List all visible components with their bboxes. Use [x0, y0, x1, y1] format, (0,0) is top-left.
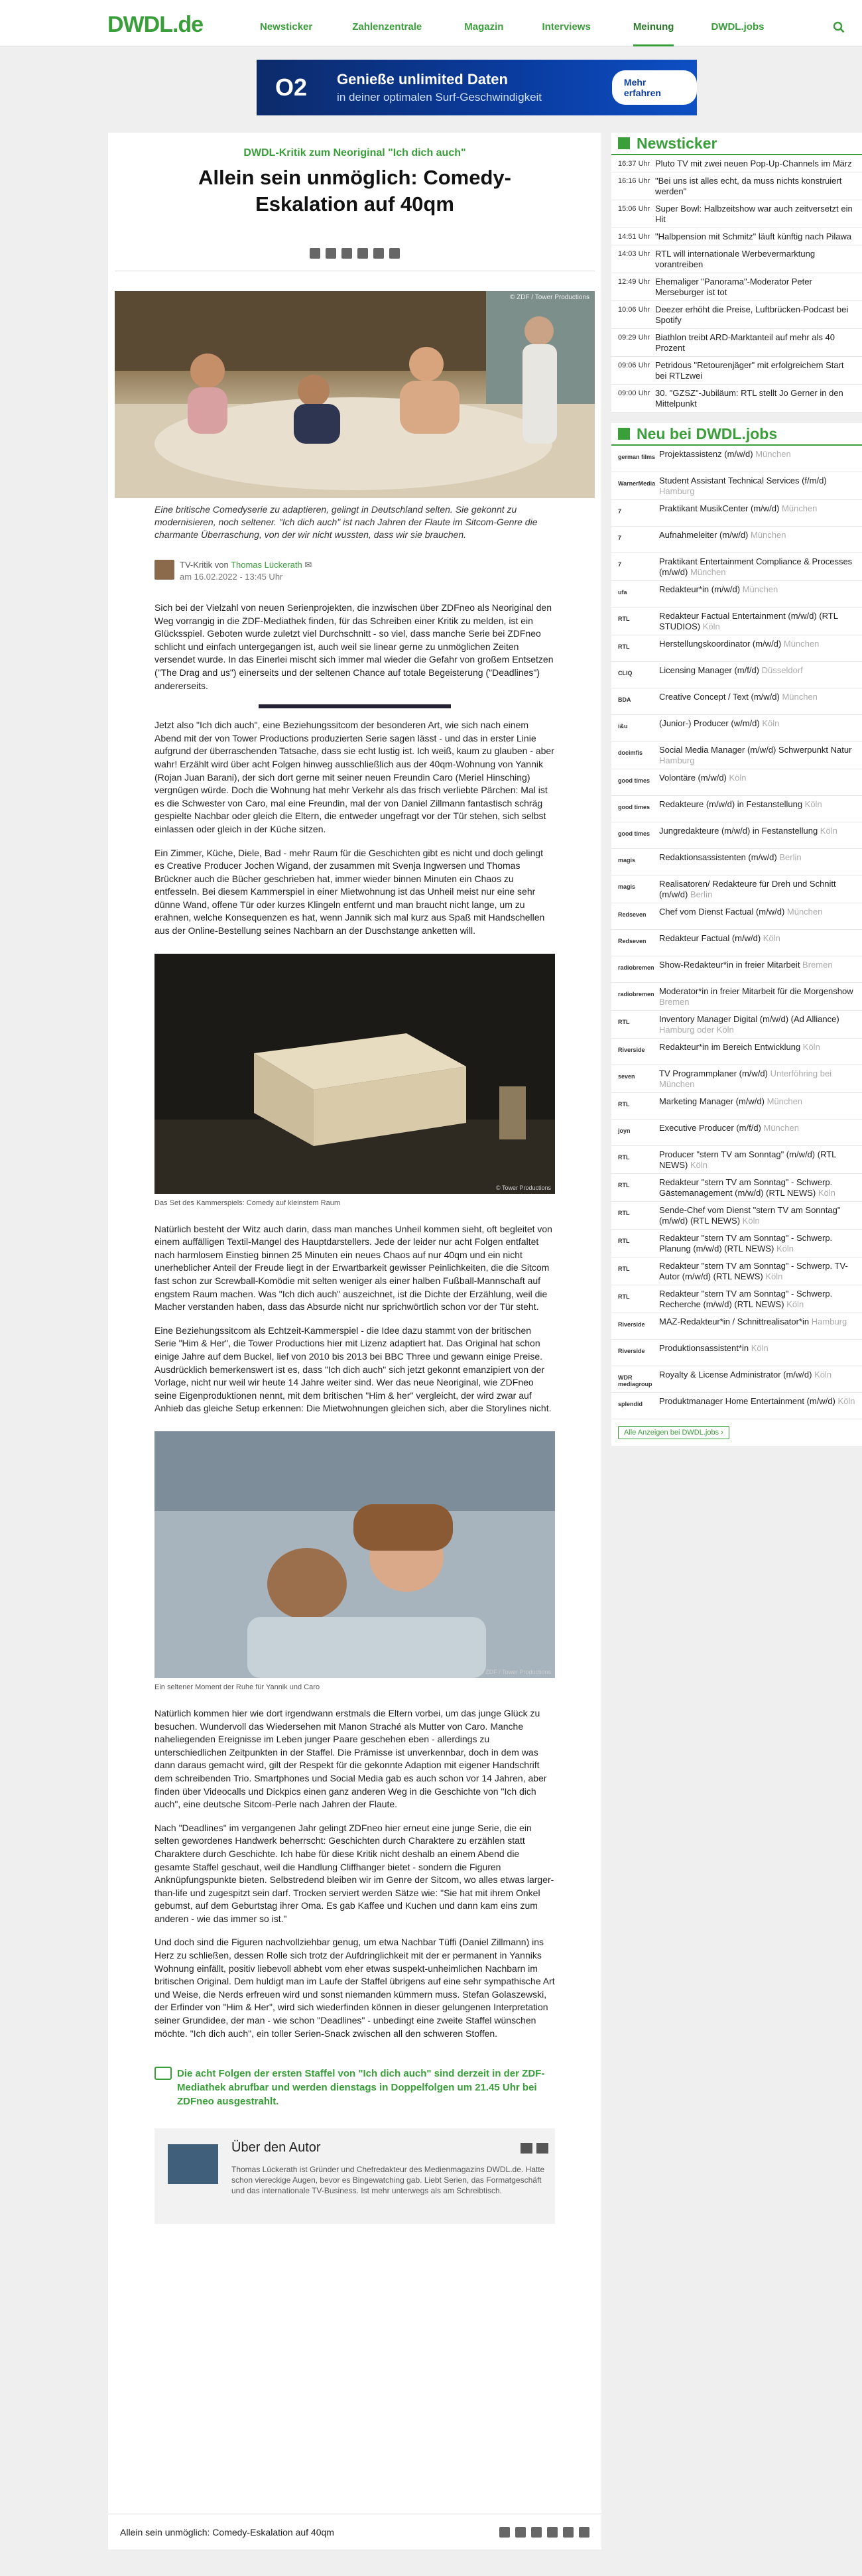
job-location: München [690, 567, 726, 577]
job-item[interactable] [611, 741, 862, 769]
job-location: Köln [818, 1188, 835, 1198]
employer-logo: magis [618, 857, 636, 864]
job-location: Bremen [802, 960, 833, 970]
job-title[interactable]: Aufnahmeleiter (m/w/d) München [659, 530, 786, 540]
newsticker-headline[interactable]: Deezer erhöht die Preise, Luftbrücken-Podcast bei Spotify [655, 304, 849, 325]
employer-logo: good times [618, 804, 650, 810]
employer-logo: splendid [618, 1401, 643, 1407]
job-location: Köln [804, 799, 822, 809]
job-location: München [742, 584, 778, 594]
jobs-icon [618, 428, 630, 440]
employer-logo: RTL [618, 615, 630, 622]
job-title[interactable]: Praktikant MusikCenter (m/w/d) München [659, 503, 818, 513]
employer-logo: seven [618, 1073, 635, 1080]
paragraph: Eine Beziehungssitcom als Echtzeit-Kammerspiel - die Idee dazu stammt von der britischen Serie "Him & Her", die Tower Productions hier mit Lizenz adaptiert hat. Das Original hat schon einige Jahre auf dem Buckel, lief von 2010 bis 2013 bei BBC Three und gewann einige Preise. Ausdrücklich bemerkenswert ist es, dass "Ich dich auch" sich jetzt gekonnt emanzipiert von der Vorlage, nicht nur weil wir heute 14 Jahre weiter sind. Wer das neue Neoriginal, wie ZDFneo seine Eigenproduktionen nennt, mit dem britischen "Him & her" vergleicht, der wird zwar auf Anhieb das gleiche Setup erkennen: Die Mietwohnungen gleichen sich, aber die Storylines nicht. [154, 1324, 552, 1414]
newsticker-headline[interactable]: Pluto TV mit zwei neuen Pop-Up-Channels im März [655, 159, 852, 168]
job-item[interactable] [611, 1340, 862, 1366]
newsticker-headline[interactable]: "Halbpension mit Schmitz" läuft künftig nach Pilawa [655, 231, 852, 241]
job-item[interactable] [611, 983, 862, 1011]
employer-logo: RTL [618, 1182, 630, 1189]
newsticker-item[interactable] [611, 200, 862, 228]
all-jobs-button[interactable]: Alle Anzeigen bei DWDL.jobs › [618, 1426, 729, 1439]
facebook-icon[interactable] [310, 248, 320, 259]
employer-logo: Riverside [618, 1047, 645, 1053]
employer-logo: RTL [618, 1210, 630, 1216]
job-location: Berlin [779, 852, 802, 862]
fig2-caption: Ein seltener Moment der Ruhe für Yannik und Caro [154, 1683, 320, 1691]
author-avatar [154, 560, 174, 580]
job-location: München [783, 639, 820, 649]
fig1-caption: Das Set des Kammerspiels: Comedy auf kleinstem Raum [154, 1198, 340, 1207]
job-title[interactable]: Creative Concept / Text (m/w/d) München [659, 692, 818, 702]
job-location: Köln [802, 1042, 820, 1052]
newsticker-headline[interactable]: Petridous "Retourenjäger" mit erfolgreichem Start bei RTLzwei [655, 360, 844, 381]
article-headline: Allein sein unmöglich: Comedy-Eskalation auf 40qm [198, 166, 511, 216]
article-column [108, 133, 601, 2549]
newsticker-time: 14:03 Uhr [618, 250, 650, 258]
broadcast-info-text: Die acht Folgen der ersten Staffel von "Ich dich auch" sind derzeit in der ZDF-Mediathek abrufbar und werden dienstags in Doppelfolgen um 21.45 Uhr bei ZDFneo ausgestrahlt. [177, 2068, 545, 2108]
job-title[interactable]: Inventory Manager Digital (m/w/d) (Ad Alliance) Hamburg oder Köln [659, 1014, 839, 1035]
employer-logo: radiobremen [618, 991, 654, 998]
jobs-title: Neu bei DWDL.jobs [637, 424, 778, 442]
newsticker-time: 15:06 Uhr [618, 205, 650, 213]
telegram-icon[interactable] [563, 2527, 574, 2538]
set-photo [154, 954, 555, 1194]
job-item[interactable] [611, 500, 862, 527]
newsticker-headline[interactable]: Super Bowl: Halbzeitshow war auch zeitversetzt ein Hit [655, 204, 853, 224]
employer-logo: good times [618, 777, 650, 784]
job-location: Berlin [690, 889, 713, 899]
author-box [154, 2128, 555, 2224]
job-item[interactable] [611, 1393, 862, 1419]
job-title[interactable]: Show-Redakteur*in in freier Mitarbeit Bremen [659, 960, 833, 970]
job-title[interactable]: Produktmanager Home Entertainment (m/w/d) Köln [659, 1396, 855, 1406]
telegram-icon[interactable] [373, 248, 384, 259]
job-location: Köln [751, 1343, 769, 1353]
hero-image [115, 291, 595, 498]
paragraph: Ein Zimmer, Küche, Diele, Bad - mehr Raum für die Geschichten gibt es nicht und doch gelingt es Creative Producer Jochen Wigand, der zusammen mit Svenja Ingwersen und Thomas Brückner auch die Bücher geschrieben hat, immer wieder binnen Minuten ein Chaos zu entfesseln. Bei diesem Kammerspiel in einer Mietwohnung ist das Unheil meist nur eine sehr dünne Wand, offene Tür oder kurzes Klingeln entfernt und man braucht nicht lange, um zu erahnen, welche Konsequenzen es hat, wenn Jannik sich mal kurz aus Spaß mit Handschellen aus der Online-Bestellung seines Nachbarn an der Duschstange anketten will. [154, 847, 545, 936]
ad-subline: in deiner optimalen Surf-Geschwindigkeit [337, 91, 542, 103]
newsticker-panel [611, 133, 862, 413]
ad-text [337, 71, 585, 104]
newsticker-time: 16:37 Uhr [618, 160, 650, 168]
employer-logo: BDA [618, 696, 631, 703]
job-item[interactable] [611, 472, 862, 500]
article-lead: Eine britische Comedyserie zu adaptieren, gelingt in Deutschland selten. Sie gekonnt zu modernisieren, noch seltener. "Ich dich auch" ist nach Jahren der Flaute im Sitcom-Genre die charmante Überraschung, von der wir nicht wussten, dass wir sie brauchen. [154, 504, 538, 540]
employer-logo: CLIQ [618, 670, 633, 676]
fig1-credit: © Tower Productions [495, 1184, 551, 1191]
job-item[interactable] [611, 1257, 862, 1285]
search-icon[interactable] [833, 21, 845, 33]
job-item[interactable] [611, 822, 862, 849]
newsticker-item[interactable] [611, 273, 862, 301]
job-title[interactable]: Redaktionsassistenten (m/w/d) Berlin [659, 852, 802, 862]
email-icon[interactable] [357, 248, 368, 259]
job-title[interactable]: (Junior-) Producer (w/m/d) Köln [659, 718, 780, 728]
broadcast-info [154, 2067, 555, 2108]
byline-prefix: TV-Kritik von [180, 560, 229, 570]
print-icon[interactable] [389, 248, 400, 259]
set-illustration [154, 954, 555, 1194]
job-item[interactable] [611, 903, 862, 930]
job-location: Köln [786, 1299, 804, 1309]
author-link[interactable]: Thomas Lückerath [231, 560, 302, 570]
job-location: Bremen [659, 997, 690, 1007]
job-location: Düsseldorf [761, 665, 803, 675]
employer-logo: RTL [618, 1238, 630, 1244]
newsticker-headline[interactable]: RTL will internationale Werbevermarktung vorantreiben [655, 249, 816, 269]
article-body [154, 1223, 555, 1415]
job-location: Unterföhring bei München [659, 1068, 832, 1089]
newsticker-time: 09:00 Uhr [618, 389, 650, 397]
author-mail-icon[interactable] [521, 2143, 532, 2154]
inline-ad[interactable] [259, 704, 451, 708]
ad-cta-button[interactable]: Mehr erfahren [612, 70, 697, 105]
job-item[interactable] [611, 1011, 862, 1039]
site-logo[interactable]: DWDL.de [107, 12, 204, 37]
job-item[interactable] [611, 1146, 862, 1174]
employer-logo: Riverside [618, 1321, 645, 1328]
job-title[interactable]: Redakteur "stern TV am Sonntag" - Schwerp. Planung (m/w/d) (RTL NEWS) Köln [659, 1233, 833, 1254]
job-location: Köln [837, 1396, 855, 1406]
job-title[interactable]: Realisatoren/ Redakteure für Dreh und Schnitt (m/w/d) Berlin [659, 879, 836, 899]
o2-logo: O2 [275, 74, 308, 101]
paragraph: Jetzt also "Ich dich auch", eine Beziehungssitcom der besonderen Art, wie sich nach einem Abend mit der von Tower Productions produzierten Serie sagen lässt - und das in erster Linie aufgrund der überraschenden Tatsache, dass sie echt lustig ist. Ich weiß, kaum zu glauben - aber wahr! Erzählt wird über acht Folgen hinweg ausschließlich aus der 40qm-Wohnung von Yannik (Rojan Juan Barani), der sich dort gerne mit seiner neuen Freundin Caro (Meriel Hinsching) vergnügen würde. Doch die Wohnung hat mehr Verkehr als das frisch verliebte Pärchen: Mal ist es die Schwester von Caro, mal eine Freundin, mal der von Daniel Zillmann fantastisch schräg gespielte Nachbar oder gleich die Eltern, die entweder ungefragt vor der Tür stehen, sich selbst einlassen oder gleich in der Küche sitzen. [154, 720, 554, 834]
tv-icon [154, 2067, 172, 2080]
job-title[interactable]: Redakteur Factual Entertainment (m/w/d) (RTL STUDIOS) Köln [659, 611, 838, 631]
footer-article-title: Allein sein unmöglich: Comedy-Eskalation auf 40qm [120, 2526, 334, 2538]
job-item[interactable] [611, 581, 862, 608]
linkedin-icon[interactable] [531, 2527, 542, 2538]
job-location: Köln [763, 933, 780, 943]
job-item[interactable] [611, 796, 862, 822]
job-item[interactable] [611, 635, 862, 662]
job-title[interactable]: Projektassistenz (m/w/d) München [659, 449, 791, 459]
job-title[interactable]: Executive Producer (m/f/d) München [659, 1123, 799, 1133]
job-item[interactable] [611, 446, 862, 472]
share-bar-bottom [499, 2527, 589, 2538]
author-twitter-icon[interactable] [536, 2143, 548, 2154]
job-title[interactable]: Sende-Chef vom Dienst "stern TV am Sonntag" (m/w/d) (RTL NEWS) Köln [659, 1205, 841, 1226]
job-location: Hamburg [811, 1317, 847, 1326]
job-item[interactable] [611, 1366, 862, 1393]
author-photo [168, 2144, 218, 2184]
nav-magazin[interactable]: Magazin [464, 21, 504, 32]
twitter-icon[interactable] [515, 2527, 526, 2538]
job-title[interactable]: Praktikant Entertainment Compliance & Processes (m/w/d) München [659, 556, 853, 577]
newsticker-item[interactable] [611, 301, 862, 329]
nav-interviews[interactable]: Interviews [542, 21, 591, 32]
job-title[interactable]: Herstellungskoordinator (m/w/d) München [659, 639, 820, 649]
job-title[interactable]: Redakteur "stern TV am Sonntag" - Schwerp. Gästemanagement (m/w/d) (RTL NEWS) Köln [659, 1177, 835, 1198]
job-location: Köln [776, 1244, 794, 1254]
job-location: Köln [690, 1160, 708, 1170]
job-title[interactable]: Redakteur "stern TV am Sonntag" - Schwerp. TV-Autor (m/w/d) (RTL NEWS) Köln [659, 1261, 848, 1281]
email-icon[interactable] [547, 2527, 558, 2538]
paragraph: Natürlich besteht der Witz auch darin, dass man manches Unheil kommen sieht, oft begleitet von einem auffälligen Textil-Mangel des Hauptdarstellers. Jede der leider nur acht Folgen entfaltet nach harmlosem Einstieg binnen 25 Minuten ein neues Chaos auf nur 40qm und ein nicht unerheblicher Anteil der Freude liegt in der Erwartbarkeit gewisser Peinlichkeiten, die die Sitcom fast schon zur Screwball-Komödie mit selten weniger als einer halben Fußball-Mannschaft auf engstem Raum machen. Was "Ich dich auch" auszeichnet, ist die Dichte der Erzählung, weil die Macher verstanden haben, dass das Absurde nicht nur sprichwörtlich schon vor der Tür steht. [154, 1223, 552, 1313]
job-item[interactable] [611, 849, 862, 875]
author-box-title: Über den Autor [231, 2140, 321, 2156]
employer-logo: good times [618, 830, 650, 837]
job-location: Hamburg [659, 755, 695, 765]
job-item[interactable] [611, 1202, 862, 1230]
job-location: Köln [702, 621, 720, 631]
employer-logo: magis [618, 883, 636, 890]
job-title[interactable]: Redakteur "stern TV am Sonntag" - Schwerp. Recherche (m/w/d) (RTL NEWS) Köln [659, 1289, 833, 1309]
newsticker-time: 09:29 Uhr [618, 334, 650, 342]
job-item[interactable] [611, 553, 862, 581]
job-location: Köln [729, 773, 747, 783]
job-item[interactable] [611, 662, 862, 688]
employer-logo: i&u [618, 723, 628, 730]
byline [154, 560, 555, 582]
job-item[interactable] [611, 1313, 862, 1340]
article-footer-bar [108, 2514, 601, 2549]
article-date: am 16.02.2022 - 13:45 Uhr [180, 572, 283, 582]
job-item[interactable] [611, 1120, 862, 1146]
employer-logo: 7 [618, 508, 622, 515]
job-title[interactable]: Chef vom Dienst Factual (m/w/d) München [659, 907, 823, 917]
main-nav [260, 16, 764, 46]
newsticker-headline[interactable]: 30. "GZSZ"-Jubiläum: RTL stellt Jo Gerner in den Mittelpunkt [655, 388, 843, 409]
article-body [154, 602, 555, 938]
employer-logo: WDR mediagroup [618, 1374, 652, 1387]
job-item[interactable] [611, 688, 862, 715]
job-location: Hamburg [659, 486, 695, 496]
hero-credit: © ZDF / Tower Productions [510, 294, 589, 301]
bed-illustration [154, 1431, 555, 1678]
ad-headline: Genieße unlimited Daten [337, 71, 508, 88]
employer-logo: joyn [618, 1127, 631, 1134]
nav-meinung[interactable]: Meinung [633, 16, 674, 46]
newsticker-item[interactable] [611, 155, 862, 172]
article-body [154, 1707, 555, 2040]
paragraph: Nach "Deadlines" im vergangenen Jahr gelingt ZDFneo hier erneut eine junge Serie, die ein selten gewordenes Handwerk beherrscht: Geschichten durch Charaktere zu erzählen statt Charaktere durch Geschichte. Ich habe für diese Kritik nicht deshalb an einem Abend die gesamte Staffel geschaut, weil die Handlung Cliffhanger bietet - sondern die Figuren Anknüpfungspunkte bieten. Selbstredend bleiben wir im Genre der Sitcom, wo alles etwas larger-than-life und zugespitzt sein darf. Trocken serviert werden Sätze wie: "Sie hat mit ihrem Onkel gebumst, auf dem Geburtstag ihrer Oma. Es gab Kaffee und Kuchen und dann kam eins zum anderen - wie das immer so ist." [154, 1822, 554, 1924]
newsticker-item[interactable] [611, 228, 862, 245]
newsticker-headline[interactable]: Ehemaliger "Panorama"-Moderator Peter Merseburger ist tot [655, 277, 812, 297]
job-title[interactable]: Redakteur*in im Bereich Entwicklung Köln [659, 1042, 820, 1052]
employer-logo: ufa [618, 589, 627, 596]
facebook-icon[interactable] [499, 2527, 510, 2538]
job-location: München [782, 692, 818, 702]
newsticker-item[interactable] [611, 245, 862, 273]
newsticker-icon [618, 137, 630, 149]
share-bar-top [108, 248, 601, 260]
article-kicker: DWDL-Kritik zum Neoriginal "Ich dich auch" [243, 147, 466, 159]
job-location: München [781, 503, 818, 513]
mail-icon[interactable]: ✉ [304, 560, 312, 570]
job-item[interactable] [611, 608, 862, 635]
fig2-credit: © ZDF / Tower Productions [479, 1668, 551, 1675]
newsticker-time: 10:06 Uhr [618, 306, 650, 314]
job-item[interactable] [611, 769, 862, 796]
job-item[interactable] [611, 956, 862, 983]
employer-logo: RTL [618, 643, 630, 650]
job-location: Köln [762, 718, 780, 728]
employer-logo: 7 [618, 561, 622, 568]
employer-logo: Redseven [618, 911, 646, 918]
figure-bed [154, 1431, 555, 1691]
paragraph: Und doch sind die Figuren nachvollziehbar genug, um etwa Nachbar Tüffi (Daniel Zillmann) ins Herz zu schließen, dessen Rolle sich trotz der Aufdringlichkeit mit der er permanent in Yanniks Wohnung einfällt, positiv liebevoll abhebt vom eher etwas suspekt-unheimlichen Nachbarn im britischen Original. Dem huldigt man im Laufe der Staffel übrigens auf eine sehr sympathische Art und Weise, die Nerds erfreuen wird und sonst niemanden kümmern muss. Stefan Golaszewski, der Erfinder von "Him & Her", wird sich wiederfinden können in dieser gelungenen Interpretation seiner Grundidee, der man - wie schon "Deadlines" - unbedingt eine zweite Staffel wünschen möchte. "Ich dich auch", ein toller Serien-Snack zwischen all den schweren Stoffen. [154, 1937, 555, 2039]
employer-logo: WarnerMedia [618, 480, 656, 487]
job-title[interactable]: Student Assistant Technical Services (f/m/d) Hamburg [659, 476, 827, 496]
top-bar [0, 0, 862, 46]
employer-logo: german films [618, 454, 656, 460]
jobs-list [611, 446, 862, 1419]
sidebar [611, 133, 862, 1456]
newsticker-headline[interactable]: "Bei uns ist alles echt, da muss nichts konstruiert werden" [655, 176, 842, 196]
job-item[interactable] [611, 1230, 862, 1257]
newsticker-time: 12:49 Uhr [618, 278, 650, 286]
job-location: München [763, 1123, 799, 1133]
newsticker-list [611, 155, 862, 413]
job-location: München [751, 530, 786, 540]
job-item[interactable] [611, 1093, 862, 1120]
twitter-icon[interactable] [326, 248, 336, 259]
job-location: Köln [765, 1271, 783, 1281]
employer-logo: Redseven [618, 938, 646, 944]
job-title[interactable]: Volontäre (m/w/d) Köln [659, 773, 747, 783]
job-title[interactable]: Producer "stern TV am Sonntag" (m/w/d) (RTL NEWS) Köln [659, 1149, 836, 1170]
figure-set [154, 954, 555, 1207]
newsticker-title: Newsticker [637, 134, 717, 152]
newsticker-time: 16:16 Uhr [618, 177, 650, 185]
print-icon[interactable] [579, 2527, 589, 2538]
job-item[interactable] [611, 930, 862, 956]
paragraph: Natürlich kommen hier wie dort irgendwann erstmals die Eltern vorbei, um das junge Glück zu besuchen. Wundervoll das Wiedersehen mit Manon Straché als Mutter von Caro. Manche naheliegenden Ereignisse im Leben junger Paare geschehen eben - allerdings zu unterschiedlichen Zeitpunkten in der Staffel. Die Prämisse ist unverkennbar, doch in dem was dann daraus gemacht wird, gilt der Respekt für die gekonnte Adaption mit eigener Handschrift dem schreibenden Trio. Smartphones und Social Media gab es auch schon vor 14 Jahren, aber finden über Videocalls und Dickpics einen ganz anderen Weg in die Geschichte von "Ich dich auch", eine deutsche Sitcom-Perle nach Jahren der Flaute. [154, 1707, 547, 1810]
employer-logo: RTL [618, 1293, 630, 1300]
employer-logo: RTL [618, 1101, 630, 1108]
employer-logo: 7 [618, 535, 622, 541]
nav-newsticker[interactable]: Newsticker [260, 21, 313, 32]
job-title[interactable]: Produktionsassistent*in Köln [659, 1343, 769, 1353]
job-location: München [786, 907, 823, 917]
employer-logo: Riverside [618, 1348, 645, 1354]
newsticker-item[interactable] [611, 329, 862, 357]
job-title[interactable]: Redakteur Factual (m/w/d) Köln [659, 933, 780, 943]
employer-logo: docimfis [618, 749, 643, 756]
o2-ad-banner[interactable] [257, 60, 697, 115]
employer-logo: RTL [618, 1019, 630, 1025]
job-title[interactable]: Redakteure (m/w/d) in Festanstellung Köln [659, 799, 822, 809]
jobs-panel [611, 423, 862, 1446]
job-item[interactable] [611, 1039, 862, 1065]
hero-illustration [115, 291, 595, 498]
job-title[interactable]: Jungredakteure (m/w/d) in Festanstellung Köln [659, 826, 837, 836]
job-title[interactable]: Moderator*in in freier Mitarbeit für die Morgenshow Bremen [659, 986, 853, 1007]
job-item[interactable] [611, 1174, 862, 1202]
job-item[interactable] [611, 1285, 862, 1313]
nav-dwdl-jobs[interactable]: DWDL.jobs [711, 21, 765, 32]
job-title[interactable]: TV Programmplaner (m/w/d) Unterföhring bei München [659, 1068, 832, 1089]
job-item[interactable] [611, 1065, 862, 1093]
job-title[interactable]: Social Media Manager (m/w/d) Schwerpunkt Natur Hamburg [659, 745, 852, 765]
nav-zahlenzentrale[interactable]: Zahlenzentrale [352, 21, 422, 32]
bed-photo [154, 1431, 555, 1678]
job-location: Köln [820, 826, 837, 836]
newsticker-headline[interactable]: Biathlon treibt ARD-Marktanteil auf mehr als 40 Prozent [655, 332, 835, 353]
newsticker-item[interactable] [611, 172, 862, 200]
job-location: München [755, 449, 791, 459]
newsticker-time: 09:06 Uhr [618, 361, 650, 369]
author-bio: Thomas Lückerath ist Gründer und Chefredakteur des Medienmagazins DWDL.de. Hatte schon viereckige Augen, bevor es Bingewatching gab. Liebt Serien, das Formatgeschäft und das internationale TV-Business. Ist mehr unterwegs als am Schreibtisch. [231, 2165, 545, 2196]
job-title[interactable]: Royalty & License Administrator (m/w/d) Köln [659, 1370, 832, 1380]
employer-logo: RTL [618, 1265, 630, 1272]
newsticker-time: 14:51 Uhr [618, 233, 650, 241]
newsticker-item[interactable] [611, 357, 862, 385]
employer-logo: RTL [618, 1154, 630, 1161]
job-title[interactable]: MAZ-Redakteur*in / Schnittrealisator*in Hamburg [659, 1317, 847, 1326]
job-title[interactable]: Redakteur*in (m/w/d) München [659, 584, 778, 594]
job-item[interactable] [611, 715, 862, 741]
linkedin-icon[interactable] [341, 248, 352, 259]
paragraph: Sich bei der Vielzahl von neuen Serienprojekten, die inzwischen über ZDFneo als Neoriginal den Weg vorrangig in die ZDF-Mediathek finden, für das Schreiben einer Kritik zu melden, ist ein Glücksspiel. Geboten wurde zuletzt viel Durchschnitt - so viel, dass manche Serie bei ZDFneo schlicht und einfach untergegangen ist, auch weil sie linear gerne zu unmöglichen Zeiten versendet wurde. In das Einerlei mischt sich immer mal wieder die Gefahr von großem Entsetzen ("The Drag and us") einerseits und der seltenen Chance auf totale Begeisterung ("Deadlines") andererseits. [154, 602, 554, 691]
job-location: Köln [742, 1216, 760, 1226]
job-location: Hamburg oder Köln [659, 1025, 734, 1035]
job-title[interactable]: Marketing Manager (m/w/d) München [659, 1096, 803, 1106]
job-title[interactable]: Licensing Manager (m/f/d) Düsseldorf [659, 665, 803, 675]
job-item[interactable] [611, 527, 862, 553]
employer-logo: radiobremen [618, 964, 654, 971]
job-location: München [767, 1096, 803, 1106]
job-item[interactable] [611, 875, 862, 903]
newsticker-item[interactable] [611, 385, 862, 413]
job-location: Köln [814, 1370, 832, 1380]
